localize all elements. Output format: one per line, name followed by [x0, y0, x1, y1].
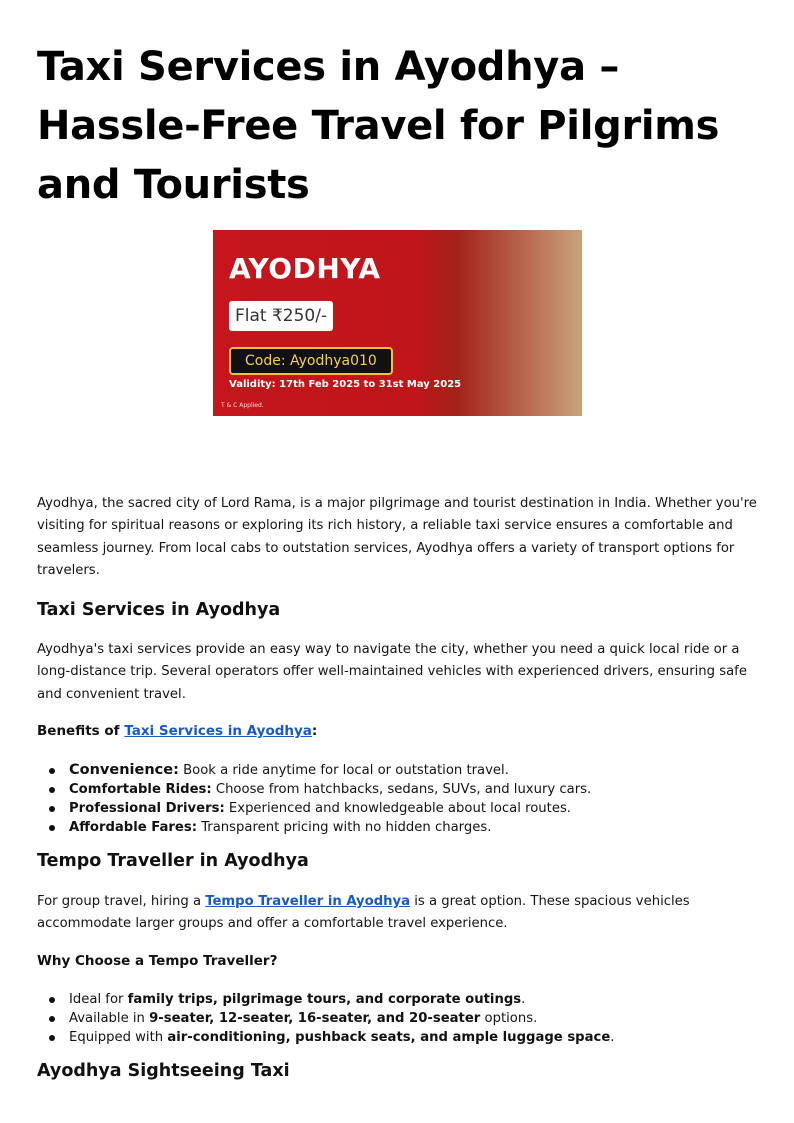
list-item: Comfortable Rides: Choose from hatchbacks, sedans, SUVs, and luxury cars. — [37, 780, 757, 799]
list-item: Convenience: Book a ride anytime for local or outstation travel. — [37, 761, 757, 780]
banner-terms: T & C Applied. — [221, 402, 264, 409]
tempo-features-list — [37, 990, 757, 1047]
banner-coupon-code: Code: Ayodhya010 — [229, 347, 393, 375]
benefits-list — [37, 761, 757, 837]
benefits-heading — [37, 723, 317, 739]
list-item: Affordable Fares: Transparent pricing with no hidden charges. — [37, 818, 757, 837]
tempo-traveller-heading: Tempo Traveller in Ayodhya — [37, 851, 309, 871]
page-title: Taxi Services in Ayodhya – Hassle-Free Travel for Pilgrims and Tourists — [37, 44, 720, 208]
banner-offer: Flat ₹250/- — [229, 301, 333, 331]
benefits-suffix: : — [311, 723, 318, 739]
banner-heading: AYODHYA — [229, 252, 381, 285]
tempo-traveller-link[interactable]: Tempo Traveller in Ayodhya — [205, 894, 411, 909]
banner-validity: Validity: 17th Feb 2025 to 31st May 2025 — [229, 379, 462, 390]
why-choose-heading: Why Choose a Tempo Traveller? — [37, 953, 278, 969]
taxi-services-paragraph: Ayodhya's taxi services provide an easy way to navigate the city, whether you need a quick local ride or a long-distance trip. Several operators offer well-maintained vehicles with experienced drivers, ensuring safe and convenient travel. — [37, 642, 747, 702]
intro-paragraph: Ayodhya, the sacred city of Lord Rama, is a major pilgrimage and tourist destination in India. Whether you're visiting for spiritual reasons or exploring its rich history, a reliable taxi service ensures a comfortable and seamless journey. From local cabs to outstation services, Ayodhya offers a variety of transport options for travelers. — [37, 496, 757, 578]
taxi-services-heading: Taxi Services in Ayodhya — [37, 600, 281, 620]
sightseeing-heading: Ayodhya Sightseeing Taxi — [37, 1061, 290, 1081]
list-item: Ideal for family trips, pilgrimage tours, and corporate outings. — [37, 990, 757, 1009]
list-item: Available in 9-seater, 12-seater, 16-seater, and 20-seater options. — [37, 1009, 757, 1028]
list-item: Equipped with air-conditioning, pushback seats, and ample luggage space. — [37, 1028, 757, 1047]
taxi-services-link[interactable]: Taxi Services in Ayodhya — [124, 723, 312, 739]
promo-banner — [213, 230, 582, 416]
list-item: Professional Drivers: Experienced and knowledgeable about local routes. — [37, 799, 757, 818]
tempo-traveller-paragraph: For group travel, hiring a Tempo Traveller in Ayodhya is a great option. These spacious vehicles accommodate larger groups and offer a comfortable travel experience. — [37, 894, 690, 932]
benefits-prefix: Benefits of — [37, 723, 125, 739]
